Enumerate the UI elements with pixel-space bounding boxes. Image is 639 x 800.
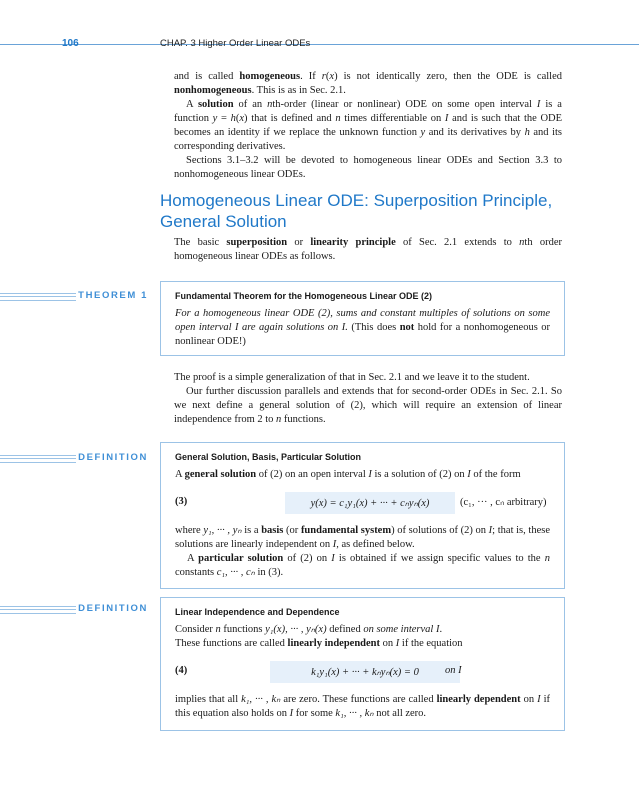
definition-2-line-1: Consider n functions y₁(x), ··· , yₙ(x) defined on some interval I. — [175, 624, 443, 635]
equation-3-note: (c₁, ··· , cₙ arbitrary) — [460, 497, 547, 508]
label-decoration — [0, 293, 76, 301]
equation-3: y(x) = c₁y₁(x) + ··· + cₙyₙ(x) — [285, 492, 455, 514]
label-decoration — [0, 455, 76, 463]
definition-1-title: General Solution, Basis, Particular Solution — [175, 452, 362, 462]
equation-4-row — [175, 661, 550, 683]
equation-number: (4) — [175, 665, 188, 676]
definition-2-box — [160, 597, 565, 731]
definition-2-line-2: These functions are called linearly independent on I if the equation — [175, 638, 463, 649]
theorem-label: THEOREM 1 — [0, 290, 150, 302]
definition-1-line: A general solution of (2) on an open interval I is a solution of (2) on I of the form — [175, 469, 521, 480]
chapter-title: CHAP. 3 Higher Order Linear ODEs — [160, 38, 311, 49]
intro-paragraph-2: A solution of an nth-order (linear or nonlinear) ODE on some open interval I is a function y = h(x) that is defined and n times differentiable on I and is such that the ODE becomes an identity if we replace the unknown function y and its derivatives by h and its corresponding derivatives. — [174, 99, 563, 152]
definition-1-text: where y₁, ··· , yₙ is a basis (or fundamental system) of solutions of (2) on I; that is, these solutions are linearly independent on I, as defined below. — [175, 525, 550, 550]
equation-4: k₁y₁(x) + ··· + kₙyₙ(x) = 0 — [270, 661, 460, 683]
after-theorem-text: The proof is a simple generalization of that in Sec. 2.1 and we leave it to the student. Our further discussion parallels and extends that for second-order ODEs in Sec. 2.1. So we next define a general solution of (2), which will require an extension of linear independence from 2 to n functions. — [174, 372, 562, 425]
page-number: 106 — [62, 38, 79, 49]
definition-1-box — [160, 442, 565, 589]
theorem-title: Fundamental Theorem for the Homogeneous Linear ODE (2) — [175, 291, 433, 301]
intro-text — [174, 70, 562, 182]
equation-3-row — [175, 492, 550, 514]
intro-paragraph-3: Sections 3.1–3.2 will be devoted to homogeneous linear ODEs and Section 3.3 to nonhomogeneous linear ODEs. — [174, 155, 562, 180]
equation-number: (3) — [175, 496, 188, 507]
intro-paragraph-1: and is called homogeneous. If r(x) is not identically zero, then the ODE is called nonhomogeneous. This is as in Sec. 2.1. — [174, 71, 562, 96]
section-intro: The basic superposition or linearity principle of Sec. 2.1 extends to nth order homogeneous linear ODEs as follows. — [174, 237, 562, 262]
definition-2-text: implies that all k₁, ··· , kₙ are zero. These functions are called linearly dependent on I if this equation also holds on I for some k₁, ··· , kₙ not all zero. — [175, 694, 551, 719]
header-rule — [0, 44, 639, 45]
theorem-box — [160, 281, 565, 356]
equation-4-note: on I — [445, 665, 462, 676]
label-decoration — [0, 606, 76, 614]
definition-2-title: Linear Independence and Dependence — [175, 607, 340, 617]
definition-2-label: DEFINITION — [0, 603, 150, 615]
definition-1-label: DEFINITION — [0, 452, 150, 464]
section-title: Homogeneous Linear ODE: Superposition Principle, General Solution — [160, 191, 553, 231]
theorem-text: For a homogeneous linear ODE (2), sums and constant multiples of solutions on some open interval I are again solutions on I. (This does not hold for a nonhomogeneous or nonlinear ODE!) — [175, 308, 550, 347]
definition-1-particular: A particular solution of (2) on I is obtained if we assign specific values to the n constants c₁, ··· , cₙ in (3). — [175, 553, 550, 578]
